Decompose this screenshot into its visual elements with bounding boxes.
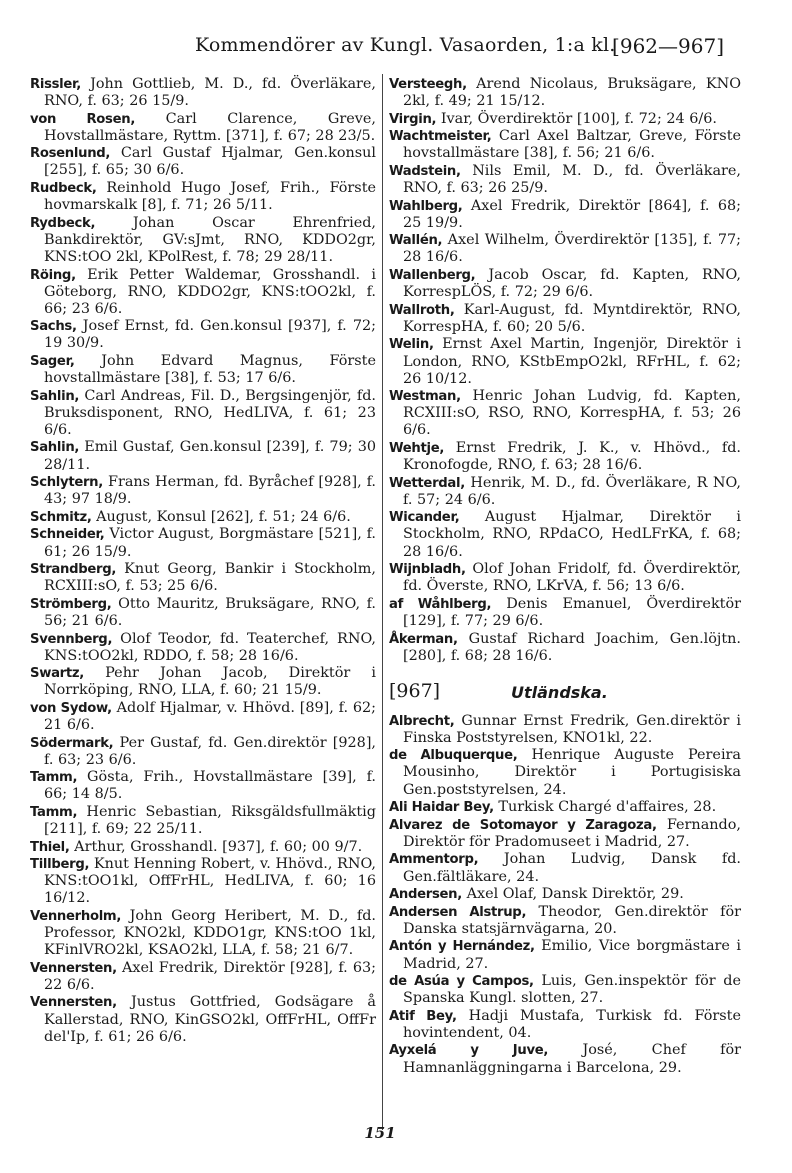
entry [30,856,376,907]
entry [30,267,376,318]
entry [30,353,376,387]
entry-text: Axel Olaf, Dansk Direktör, 29. [466,886,684,903]
section-number: [967] [389,679,441,702]
entry-text: Axel Fredrik, Direktör [928], f. 63; 22 6/6. [44,959,376,993]
entry [30,388,376,439]
entry-name: Schneider, [30,527,105,543]
entry-name: Swartz, [30,666,84,682]
entry-text: Nils Emil, M. D., fd. Överläkare, RNO, f. 63; 26 25/9. [403,162,741,197]
entry [389,561,741,595]
entry-text: Victor August, Borgmästare [521], f. 61; 26 15/9. [44,526,376,560]
entry-text: Ernst Fredrik, J. K., v. Hhövd., fd. Kronofogde, RNO, f. 63; 28 16/6. [403,439,742,474]
entry-name: Vennersten, [30,960,117,976]
entry-text: Otto Mauritz, Bruksägare, RNO, f. 56; 21 6/6. [44,595,377,629]
running-header [195,34,724,64]
entry-name: Thiel, [30,839,70,855]
entry-text: Pehr Johan Jacob, Direktör i Norrköping, RNO, LLA, f. 60; 21 15/9. [44,665,377,699]
entry [30,215,376,266]
entry-text: Gustaf Richard Joachim, Gen.löjtn. [280], f. 68; 28 16/6. [403,630,742,664]
entry-name: Wetterdal, [389,475,465,491]
entry [389,1042,741,1076]
entry [30,180,376,214]
entry [389,232,741,266]
entry [389,886,741,903]
entry-name: Strömberg, [30,596,112,612]
entry [389,596,741,630]
entry-name: Tamm, [30,770,78,786]
entry-name: Alvarez de Sotomayor y Zaragoza, [389,817,657,833]
entry [30,804,376,838]
entry [30,318,376,352]
section-title: Utländska. [511,682,608,702]
entry-name: de Asúa y Campos, [389,974,534,990]
entry-name: Rydbeck, [30,215,96,231]
entry [389,440,741,474]
entry-text: Denis Emanuel, Överdirektör [129], f. 77; 29 6/6. [403,595,741,629]
entry-text: Ivar, Överdirektör [100], f. 72; 24 6/6. [440,110,717,127]
entry-text: Carl Axel Baltzar, Greve, Förste hovstallmästare [38], f. 56; 21 6/6. [403,128,741,162]
header-title: Kommendörer av Kungl. Vasaorden, 1:a kl. [195,34,616,56]
entry-name: Wallenberg, [389,268,476,284]
entry-name: Andersen Alstrup, [389,904,527,920]
entry [389,973,741,1007]
right-entries [389,76,741,665]
section-heading [389,679,741,707]
header-range: [962—967] [612,34,724,58]
entry-name: Åkerman, [389,631,458,647]
entry [389,198,741,232]
entry-name: Welin, [389,337,434,353]
entry [389,799,741,816]
entry [30,474,376,508]
entry [389,163,741,197]
entry-text: Frans Herman, fd. Byråchef [928], f. 43; 97 18/9. [44,474,376,508]
entry [389,111,741,128]
foreign-entries [389,713,741,1077]
entry-text: José, Chef för Hamnanläggningarna i Barcelona, 29. [403,1042,741,1076]
entry-text: Gunnar Ernst Fredrik, Gen.direktör i Finska Poststyrelsen, KNO1kl, 22. [403,712,741,746]
entry-name: Wehtje, [389,440,445,456]
entry [30,769,376,803]
right-column [389,76,741,1077]
entry-name: Strandberg, [30,562,117,578]
entry [30,561,376,595]
entry-name: Wallroth, [389,302,455,318]
entry-text: Turkisk Chargé d'affaires, 28. [498,799,717,816]
entry-name: Svennberg, [30,631,113,647]
entry [389,128,741,162]
entry-text: Emil Gustaf, Gen.konsul [239], f. 79; 30 28/11. [44,439,377,473]
entry-name: Sahlin, [30,388,80,404]
entry-text: Theodor, Gen.direktör för Danska statsjärnvägarna, 20. [403,903,741,937]
entry-name: de Albuquerque, [389,748,518,764]
entry-name: Wahlberg, [389,198,463,214]
entry-name: Virgin, [389,111,437,127]
entry-name: Ayxelá y Juve, [389,1043,549,1059]
entry-text: Erik Petter Waldemar, Grosshandl. i Göteborg, RNO, KDDO2gr, KNS:tOO2kl, f. 66; 23 6/6. [44,266,376,317]
entry-text: Knut Georg, Bankir i Stockholm, RCXIII:sO, f. 53; 25 6/6. [44,561,376,595]
entry-name: Tillberg, [30,857,90,873]
entry-name: Andersen, [389,887,462,903]
entry [30,908,376,959]
entry-name: Albrecht, [389,713,455,729]
entry-name: Schlytern, [30,475,103,491]
entry-name: Wicander, [389,510,460,526]
entry-name: Wallén, [389,233,443,249]
entry [30,700,376,734]
entry-text: Emilio, Vice borgmästare i Madrid, 27. [403,938,741,972]
entry-name: af Wåhlberg, [389,596,492,612]
entry-name: Sahlin, [30,440,80,456]
entry-name: Vennersten, [30,995,117,1011]
entry-text: Jacob Oscar, fd. Kapten, RNO, KorrespLÖS, f. 72; 29 6/6. [403,267,742,301]
entry [30,839,376,856]
entry-text: Adolf Hjalmar, v. Hhövd. [89], f. 62; 21 6/6. [44,699,376,733]
entry [389,76,741,110]
page-number: 151 [364,1124,396,1142]
entry-name: Rosenlund, [30,146,111,162]
entry-text: Fernando, Direktör för Pradomuseet i Madrid, 27. [403,816,741,850]
entry-name: Ammentorp, [389,852,479,868]
entry [30,735,376,769]
entry-name: Wijnbladh, [389,562,466,578]
entry [389,1008,741,1042]
entry-name: Ali Haidar Bey, [389,800,494,816]
entry-name: Sager, [30,354,75,369]
entry [30,631,376,665]
entry-name: Versteegh, [389,77,467,92]
entry [30,960,376,994]
entry [30,439,376,473]
entry-text: Karl-August, fd. Myntdirektör, RNO, KorrespHA, f. 60; 20 5/6. [403,301,741,335]
entry [389,747,741,798]
entry [389,851,741,885]
entry [30,596,376,630]
entry-text: Reinhold Hugo Josef, Frih., Förste hovmarskalk [8], f. 71; 26 5/11. [44,180,376,214]
entry [389,509,741,560]
entry-text: Knut Henning Robert, v. Hhövd., RNO, KNS:tOO1kl, OffFrHL, HedLIVA, f. 60; 16 16/12. [44,856,376,907]
entry-text: Carl Clarence, Greve, Hovstallmästare, Ryttm. [371], f. 67; 28 23/5. [44,110,377,144]
entry-name: Tamm, [30,804,78,820]
entry-text: Arthur, Grosshandl. [937], f. 60; 00 9/7. [74,838,363,855]
entry-text: August Hjalmar, Direktör i Stockholm, RNO, RPdaCO, HedLFrKA, f. 68; 28 16/6. [403,509,741,560]
entry [389,336,741,387]
entry-name: Schmitz, [30,509,92,525]
entry-name: Vennerholm, [30,909,122,924]
entry-text: Justus Gottfried, Godsägare å Kallerstad, RNO, KinGSO2kl, OffFrHL, OffFr del'Ip, f. 61; 26 6/6. [44,994,376,1045]
entry-text: Henrique Auguste Pereira Mousinho, Direktör i Portugisiska Gen.poststyrelsen, 24. [403,747,742,798]
entry-name: Rudbeck, [30,181,97,197]
entry [389,938,741,972]
entry-name: Södermark, [30,735,114,751]
entry [30,994,376,1045]
entry-text: August, Konsul [262], f. 51; 24 6/6. [96,508,351,525]
entry-text: Henrik, M. D., fd. Överläkare, R NO, f. 57; 24 6/6. [403,474,741,508]
entry-name: Wachtmeister, [389,129,492,145]
left-column [30,76,376,1046]
entry [389,713,741,747]
entry-text: Carl Gustaf Hjalmar, Gen.konsul [255], f. 65; 30 6/6. [44,145,377,179]
entry-text: Axel Wilhelm, Överdirektör [135], f. 77; 28 16/6. [403,232,742,266]
entry [30,665,376,699]
entry-text: Olof Teodor, fd. Teaterchef, RNO, KNS:tOO2kl, RDDO, f. 58; 28 16/6. [44,630,376,664]
column-divider [382,74,383,1130]
entry [389,904,741,938]
entry [30,111,376,145]
entry [389,817,741,851]
entry-text: John Edvard Magnus, Förste hovstallmästare [38], f. 53; 17 6/6. [44,353,376,387]
entry-text: Olof Johan Fridolf, fd. Överdirektör, fd. Överste, RNO, LKrVA, f. 56; 13 6/6. [403,561,741,595]
entry-text: Per Gustaf, fd. Gen.direktör [928], f. 63; 23 6/6. [44,734,377,768]
entry-name: Rissler, [30,77,82,92]
entry-text: Henric Sebastian, Riksgäldsfullmäktig [211], f. 69; 22 25/11. [44,803,376,838]
entry-name: Sachs, [30,319,77,335]
entry [389,475,741,509]
entry [389,388,741,439]
entry [389,267,741,301]
entry [389,631,741,665]
entry-name: Wadstein, [389,163,461,179]
entry-text: John Georg Heribert, M. D., fd. Professor, KNO2kl, KDDO1gr, KNS:tOO 1kl, KFinlVRO2kl, KSAO2kl, LLA, f. 58; 21 6/7. [44,908,376,959]
entry-name: Westman, [389,389,461,405]
entry-text: John Gottlieb, M. D., fd. Överläkare, RNO, f. 63; 26 15/9. [44,76,376,110]
entry-text: Henric Johan Ludvig, fd. Kapten, RCXIII:sO, RSO, RNO, KorrespHA, f. 53; 26 6/6. [403,388,741,439]
entry [389,302,741,336]
entry-text: Gösta, Frih., Hovstallmästare [39], f. 66; 14 8/5. [44,769,376,803]
entry [30,509,376,526]
entry-name: Antón y Hernández, [389,939,535,955]
entry [30,76,376,110]
entry [30,145,376,179]
entry-name: von Sydow, [30,700,112,716]
entry-text: Johan Ludvig, Dansk fd. Gen.fältläkare, 24. [403,851,742,885]
entry-text: Johan Oscar Ehrenfried, Bankdirektör, GV:sJmt, RNO, KDDO2gr, KNS:tOO 2kl, KPolRest, f. 78; 29 28/11. [44,214,376,265]
entry-name: Röing, [30,267,76,283]
entry-text: Luis, Gen.inspektör för de Spanska Kungl. slotten, 27. [403,973,742,1007]
entry-text: Ernst Axel Martin, Ingenjör, Direktör i London, RNO, KStbEmpO2kl, RFrHL, f. 62; 26 10/12. [403,336,741,387]
entry-name: von Rosen, [30,111,136,127]
entry-text: Josef Ernst, fd. Gen.konsul [937], f. 72; 19 30/9. [44,318,376,352]
entry-name: Atif Bey, [389,1008,457,1024]
entry-text: Arend Nicolaus, Bruksägare, KNO 2kl, f. 49; 21 15/12. [403,76,741,110]
entry-text: Axel Fredrik, Direktör [864], f. 68; 25 19/9. [403,197,741,231]
entry [30,526,376,560]
entry-text: Hadji Mustafa, Turkisk fd. Förste hovintendent, 04. [403,1007,741,1041]
entry-text: Carl Andreas, Fil. D., Bergsingenjör, fd. Bruksdisponent, RNO, HedLIVA, f. 61; 23 6/6. [44,387,377,438]
